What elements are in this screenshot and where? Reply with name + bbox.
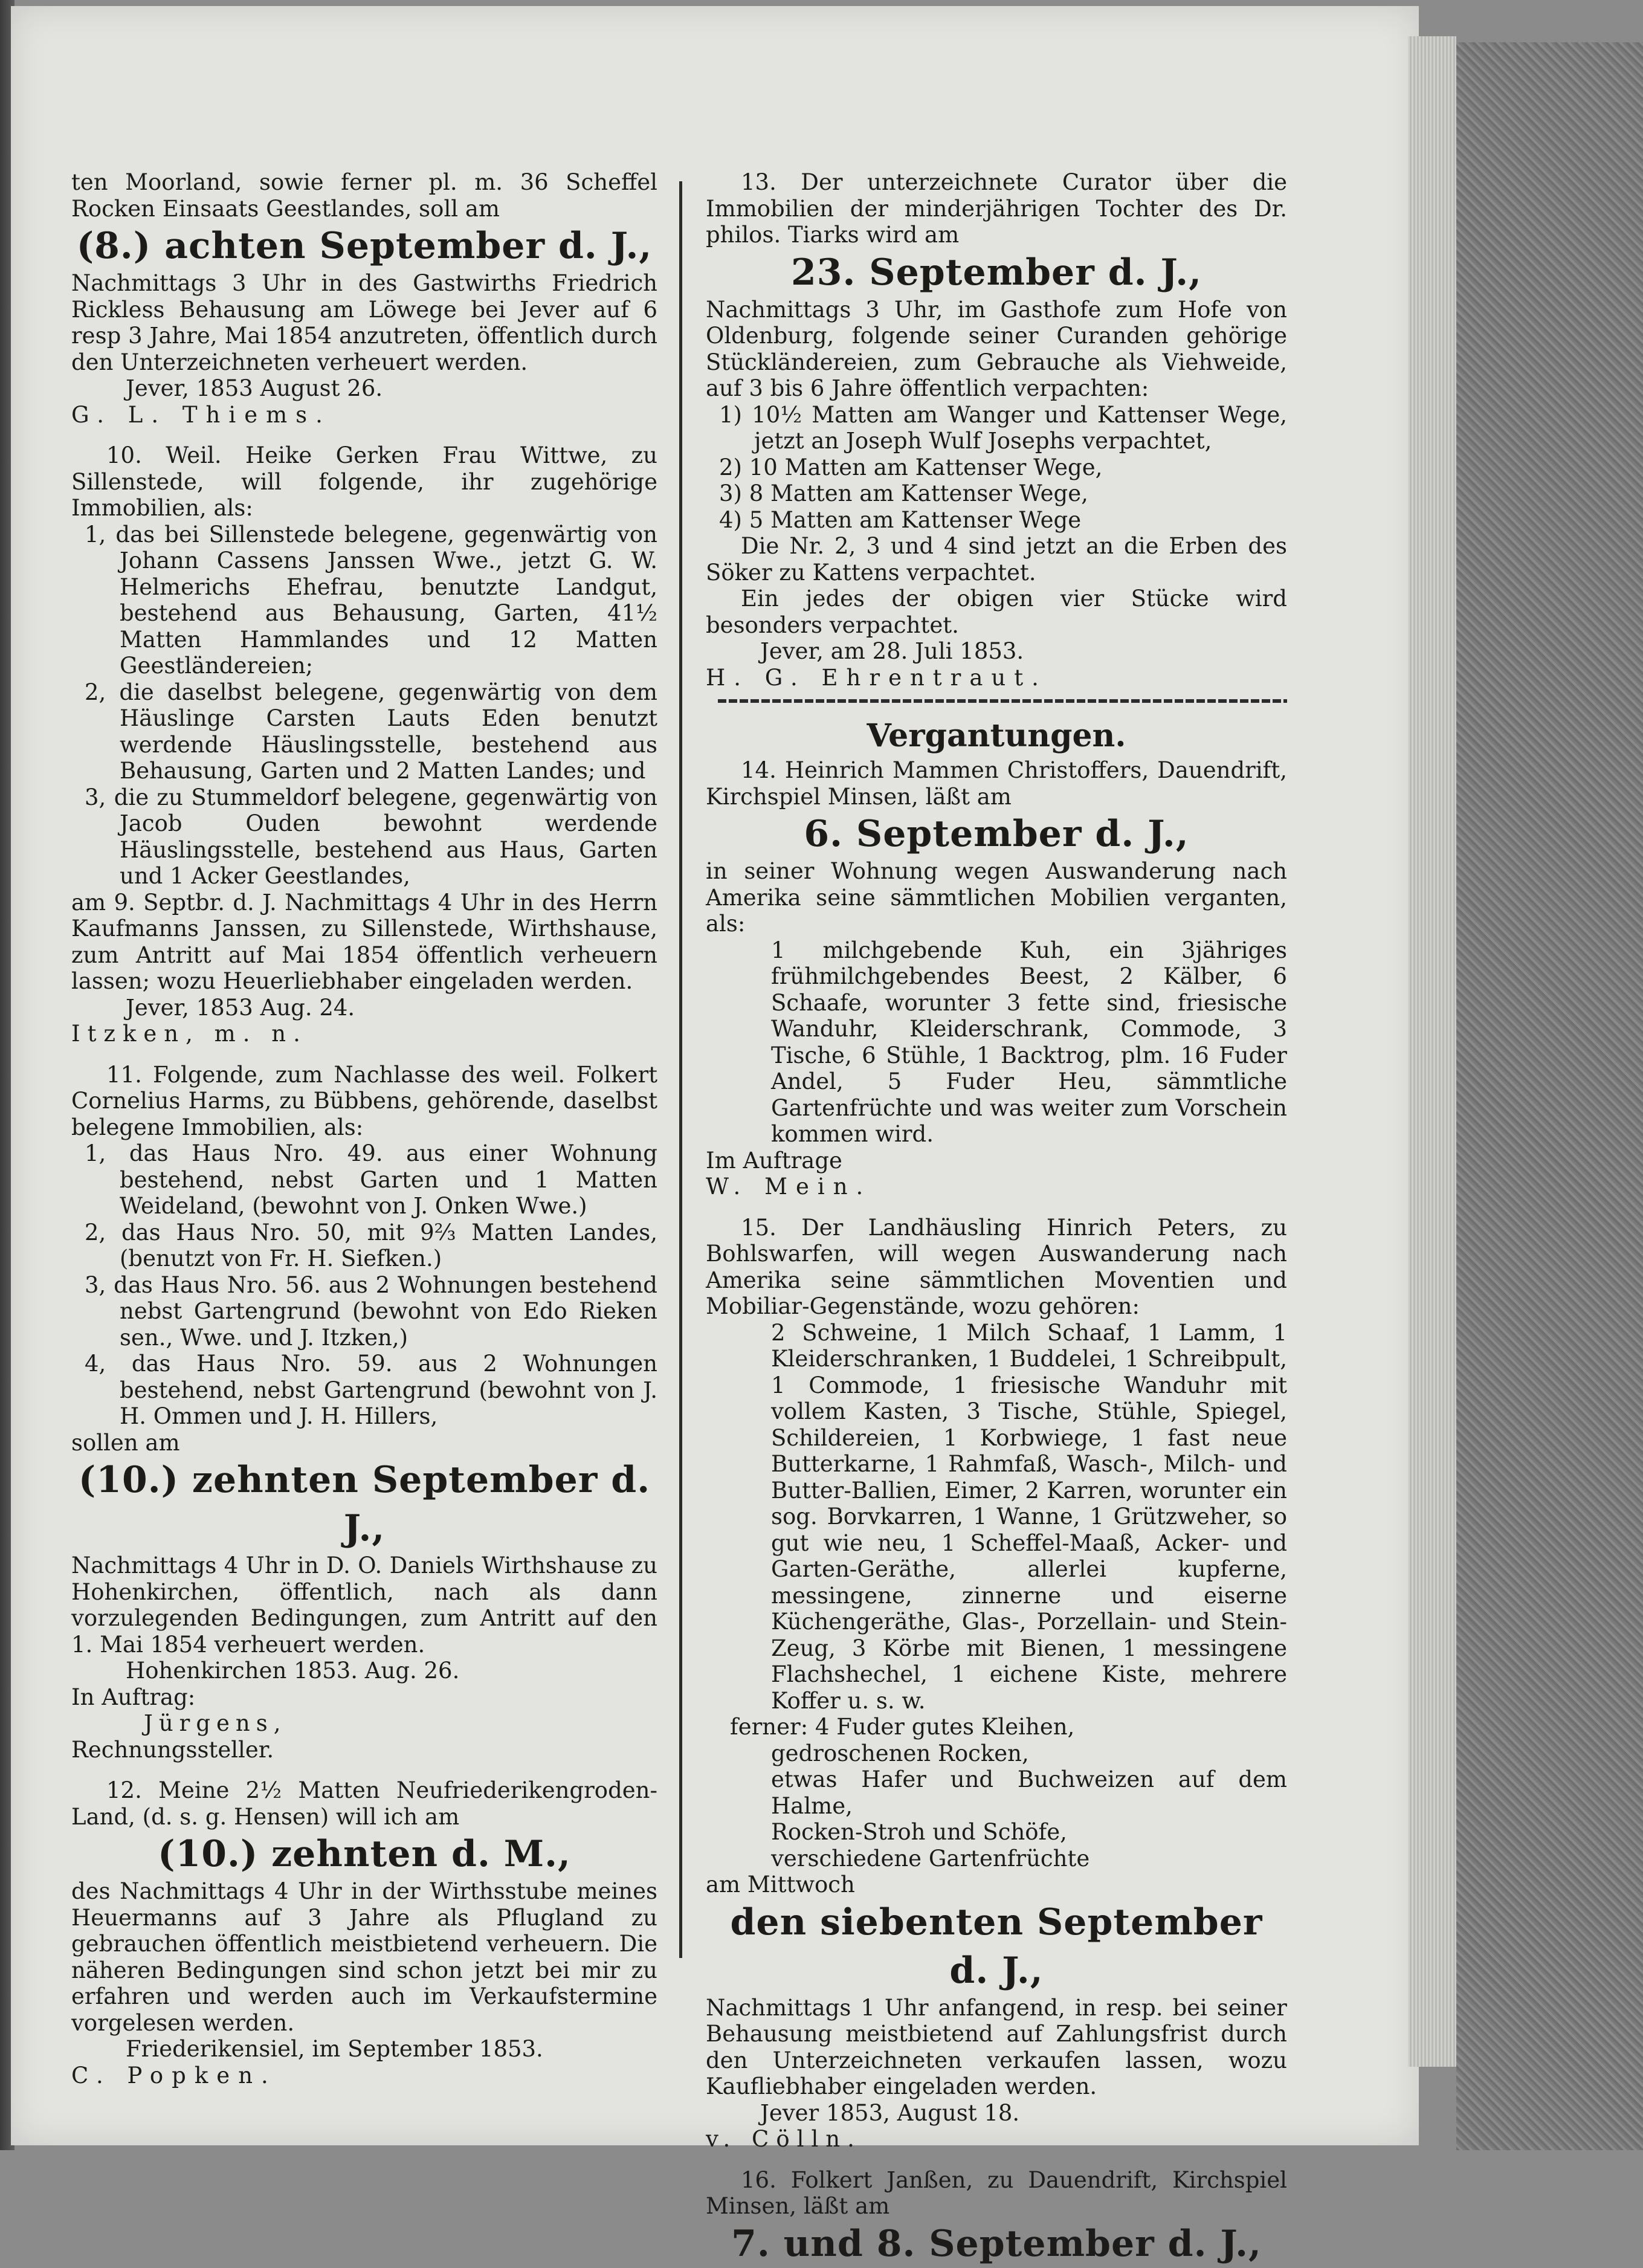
notice-10-signature: Itzken, m. n. xyxy=(71,1021,308,1047)
notice-15-list: 2 Schweine, 1 Milch Schaaf, 1 Lamm, 1 Kleiderschranken, 1 Buddelei, 1 Schreibpult, 1 Commode, 1 friesische Wanduhr mit vollem Kasten, 3 Tische, Stühle, Spiegel, Schildereien, 1 Korbwiege, 1 fast neue Butterkarne, 1 Rahmfaß, Wasch-, Milch- und Butter-Ballien, Eimer, 2 Karren, worunter ein sog. Borvkarren, 1 Wanne, 1 Grützweher, so gut wie neu, 1 Scheffel-Maaß, Acker- und Garten-Geräthe, allerlei kupferne, messingene, zinnerne und eiserne Küchengeräthe, Glas-, Porzellain- und Stein-Zeug, 3 Körbe mit Bienen, 1 messingene Flachshechel, 1 eichene Kiste, mehrere Koffer u. s. w. xyxy=(771,1319,1287,1714)
notice-14-auftrag: Im Auftrage xyxy=(706,1147,842,1174)
page-stack-edge xyxy=(1408,36,1456,2067)
notice-14-body: in seiner Wohnung wegen Auswanderung nach Amerika seine sämmtlichen Mobilien verganten, als: xyxy=(706,858,1287,937)
notice-13-item: 2) 10 Matten am Kattenser Wege, xyxy=(719,454,1103,480)
section-heading: Vergantungen. xyxy=(867,717,1126,754)
notice-15-date: den siebenten September d. J., xyxy=(730,1901,1263,1992)
notice-12-place: Friederikensiel, im September 1853. xyxy=(126,2036,543,2062)
notice-11-signature: Jürgens, xyxy=(144,1710,287,1736)
notice-11-role: Rechnungssteller. xyxy=(71,1736,274,1763)
right-column xyxy=(706,169,1287,2268)
notice-11-item: 4, das Haus Nro. 59. aus 2 Wohnungen bestehend, nebst Gartengrund (bewohnt von J. H. Ommen und J. H. Hillers, xyxy=(85,1351,657,1429)
section-divider xyxy=(718,699,1287,703)
notice-13-date: 23. September d. J., xyxy=(791,251,1202,294)
notice-15-place: Jever 1853, August 18. xyxy=(760,2099,1020,2126)
notice-15-signature: v. Cölln. xyxy=(706,2126,862,2152)
notice-14-intro: 14. Heinrich Mammen Christoffers, Dauendrift, Kirchspiel Minsen, läßt am xyxy=(706,757,1287,810)
notice-16-date: 7. und 8. September d. J., xyxy=(731,2222,1262,2265)
notice-15-body: Nachmittags 1 Uhr anfangend, in resp. bei seiner Behausung meistbietend auf Zahlungsfrist durch den Unterzeichneten verkaufen lassen, wozu Kaufliebhaber eingeladen werden. xyxy=(706,1994,1287,2099)
notice-9-signature: G. L. Thiems. xyxy=(71,401,331,428)
notice-9-body: Nachmittags 3 Uhr in des Gastwirths Friedrich Rickless Behausung am Löwege bei Jever auf 6 resp 3 Jahre, Mai 1854 anzutreten, öffentlich durch den Unterzeichneten verheuert werden. xyxy=(71,270,657,375)
notice-10-item: 2, die daselbst belegene, gegenwärtig von dem Häuslinge Carsten Lauts Eden benutzt werdende Häuslingsstelle, bestehend aus Behausung, Garten und 2 Matten Landes; und xyxy=(85,679,657,784)
notice-12-signature: C. Popken. xyxy=(71,2062,277,2089)
notice-11-auftrag: In Auftrag: xyxy=(71,1684,196,1710)
notice-15-ferner: ferner: 4 Fuder gutes Kleihen, xyxy=(730,1714,1075,1740)
column-rule xyxy=(679,181,682,1958)
notice-14-signature: W. Mein. xyxy=(706,1174,872,1200)
notice-13-item: 3) 8 Matten am Kattenser Wege, xyxy=(719,480,1088,506)
left-column xyxy=(71,169,657,2089)
notice-10-intro: 10. Weil. Heike Gerken Frau Wittwe, zu Sillenstede, will folgende, ihr zugehörige Immobilien, als: xyxy=(71,442,657,521)
notice-15-ferner-item: verschiedene Gartenfrüchte xyxy=(771,1845,1090,1872)
notice-13-signature: H. G. Ehrentraut. xyxy=(706,664,1047,691)
notice-15-ferner-item: Rocken-Stroh und Schöfe, xyxy=(771,1819,1067,1845)
notice-12-body: des Nachmittags 4 Uhr in der Wirthsstube meines Heuermanns auf 3 Jahre als Pflugland zu gebrauchen öffentlich meistbietend verheuern. Die näheren Bedingungen sind schon jetzt bei mir zu erfahren und werden auch im Verkaufstermine vorgelesen werden. xyxy=(71,1878,657,2036)
notice-15-ferner-item: etwas Hafer und Buchweizen auf dem Halme, xyxy=(771,1766,1287,1819)
notice-11-item: 1, das Haus Nro. 49. aus einer Wohnung bestehend, nebst Garten und 1 Matten Weideland, (bewohnt von J. Onken Wwe.) xyxy=(85,1140,657,1219)
notice-10-item: 3, die zu Stummeldorf belegene, gegenwärtig von Jacob Ouden bewohnt werdende Häuslingsstelle, bestehend aus Haus, Garten und 1 Acker Geestlandes, xyxy=(85,784,657,889)
notice-11-sollen: sollen am xyxy=(71,1429,180,1456)
notice-13-item: 4) 5 Matten am Kattenser Wege xyxy=(719,506,1082,533)
notice-14-list: 1 milchgebende Kuh, ein 3jähriges frühmilchgebendes Beest, 2 Kälber, 6 Schaafe, worunter 3 fette sind, friesische Wanduhr, Kleiderschrank, Commode, 3 Tische, 6 Stühle, 1 Backtrog, plm. 16 Fuder Andel, 5 Fuder Heu, sämmtliche Gartenfrüchte und was weiter zum Vorschein kommen wird. xyxy=(771,937,1287,1147)
notice-13-place: Jever, am 28. Juli 1853. xyxy=(760,638,1024,664)
notice-9-date: (8.) achten September d. J., xyxy=(76,225,653,267)
notice-10-place: Jever, 1853 Aug. 24. xyxy=(126,994,355,1021)
notice-11-item: 2, das Haus Nro. 50, mit 9⅔ Matten Landes, (benutzt von Fr. H. Siefken.) xyxy=(85,1219,657,1271)
notice-10-item: 1, das bei Sillenstede belegene, gegenwärtig von Johann Cassens Janssen Wwe., jetzt G. W. Helmerichs Ehefrau, benutzte Landgut, bestehend aus Behausung, Garten, 41½ Matten Hammlandes und 12 Matten Geestländereien; xyxy=(85,521,657,679)
notice-13-note: Ein jedes der obigen vier Stücke wird besonders verpachtet. xyxy=(706,586,1287,638)
notice-10-body: am 9. Septbr. d. J. Nachmittags 4 Uhr in des Herrn Kaufmanns Janssen, zu Sillenstede, Wirthshause, zum Antritt auf Mai 1854 öffentlich verheuern lassen; wozu Heuerliebhaber eingeladen werden. xyxy=(71,889,657,994)
notice-9-place: Jever, 1853 August 26. xyxy=(126,375,383,401)
book-cover xyxy=(1456,42,1643,2150)
notice-11-item: 3, das Haus Nro. 56. aus 2 Wohnungen bestehend nebst Gartengrund (bewohnt von Edo Rieken sen., Wwe. und J. Itzken,) xyxy=(85,1271,657,1351)
notice-14-date: 6. September d. J., xyxy=(804,813,1189,855)
notice-15-ferner-item: gedroschenen Rocken, xyxy=(771,1740,1029,1766)
notice-12-date: (10.) zehnten d. M., xyxy=(158,1833,571,1875)
notice-11-body: Nachmittags 4 Uhr in D. O. Daniels Wirthshause zu Hohenkirchen, öffentlich, nach als dann vorzulegenden Bedingungen, zum Antritt auf den 1. Mai 1854 verheuert werden. xyxy=(71,1552,657,1658)
notice-13-note: Die Nr. 2, 3 und 4 sind jetzt an die Erben des Söker zu Kattens verpachtet. xyxy=(706,533,1287,586)
notice-16-intro: 16. Folkert Janßen, zu Dauendrift, Kirchspiel Minsen, läßt am xyxy=(706,2166,1287,2219)
notice-15-am-mittwoch: am Mittwoch xyxy=(706,1872,855,1898)
notice-13-body: Nachmittags 3 Uhr, im Gasthofe zum Hofe von Oldenburg, folgende seiner Curanden gehörige Stückländereien, zum Gebrauche als Viehweide, auf 3 bis 6 Jahre öffentlich verpachten: xyxy=(706,296,1287,401)
notice-15-intro: 15. Der Landhäusling Hinrich Peters, zu Bohlswarfen, will wegen Auswanderung nach Amerika seine sämmtlichen Moventien und Mobiliar-Gegenstände, wozu gehören: xyxy=(706,1214,1287,1319)
notice-13-item: 1) 10½ Matten am Wanger und Kattenser Wege, jetzt an Joseph Wulf Josephs verpachtet, xyxy=(719,401,1287,454)
notice-11-place: Hohenkirchen 1853. Aug. 26. xyxy=(126,1658,460,1684)
notice-13-intro: 13. Der unterzeichnete Curator über die Immobilien der minderjährigen Tochter des Dr. philos. Tiarks wird am xyxy=(706,169,1287,248)
notice-9-intro: ten Moorland, sowie ferner pl. m. 36 Scheffel Rocken Einsaats Geestlandes, soll am xyxy=(71,169,657,222)
notice-11-date: (10.) zehnten September d. J., xyxy=(78,1459,651,1549)
notice-11-intro: 11. Folgende, zum Nachlasse des weil. Folkert Cornelius Harms, zu Bübbens, gehörende, daselbst belegene Immobilien, als: xyxy=(71,1061,657,1140)
notice-12-intro: 12. Meine 2½ Matten Neufriederikengroden-Land, (d. s. g. Hensen) will ich am xyxy=(71,1777,657,1830)
